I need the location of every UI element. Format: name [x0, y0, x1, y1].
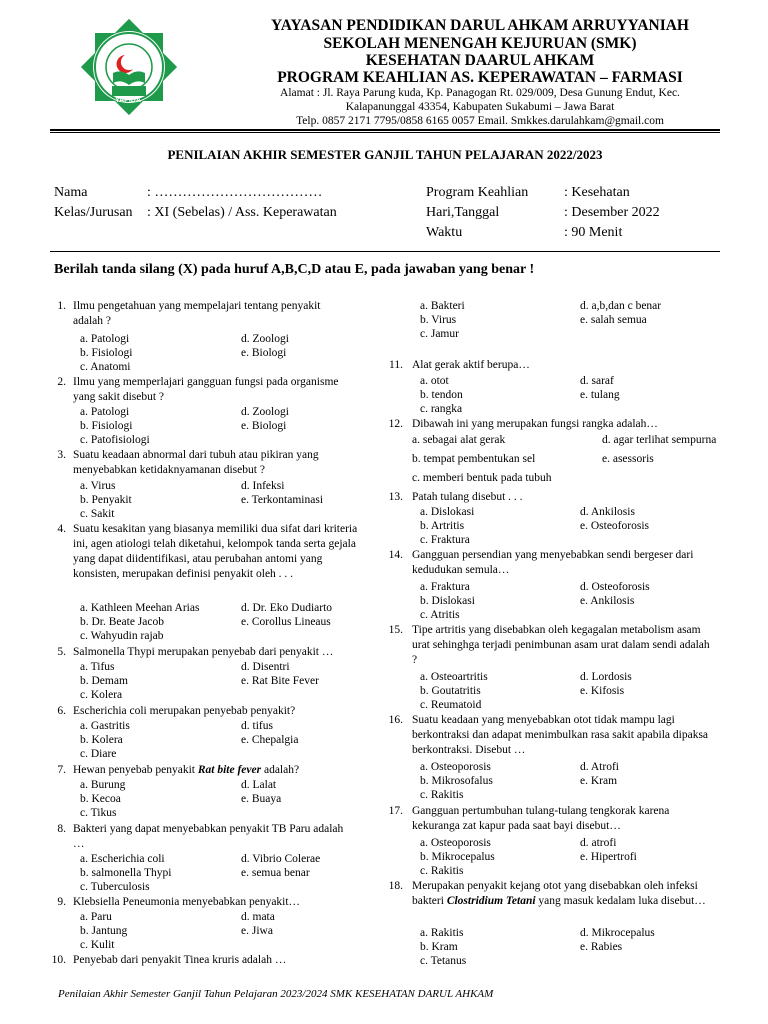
question-number: 16.: [388, 714, 403, 726]
option-d[interactable]: d. tifus: [241, 720, 273, 732]
option-a[interactable]: a. Escherichia coli: [80, 853, 165, 865]
question-number: 15.: [388, 624, 403, 636]
option-d[interactable]: d. Lalat: [241, 779, 277, 791]
option-e[interactable]: e. Corollus Lineaus: [241, 616, 331, 628]
option-d[interactable]: d. Disentri: [241, 661, 290, 673]
question-text-pre: Hewan penyebab penyakit: [73, 764, 198, 776]
question-text-emphasis: Rat bite fever: [197, 764, 262, 776]
option-a[interactable]: a. Patologi: [80, 406, 130, 418]
option-c[interactable]: c. rangka: [420, 403, 463, 415]
question-text: Suatu kesakitan yang biasanya memiliki dua sifat dari kriteria ini, agen atiologi telah diketahui, kelompok tanda serta gejala yang dapat diidentifikasi, atau perubahan antomi yang konsisten, merupakan definisi penyakit oleh . . .: [73, 523, 358, 580]
option-b[interactable]: b. Fisiologi: [80, 347, 133, 359]
option-b[interactable]: b. tempat pembentukan sel: [412, 453, 536, 465]
option-b[interactable]: b. Kecoa: [80, 793, 121, 805]
option-b[interactable]: b. Artritis: [420, 520, 465, 532]
option-c[interactable]: c. Sakit: [80, 508, 115, 520]
option-d[interactable]: d. Dr. Eko Dudiarto: [241, 602, 333, 614]
option-b[interactable]: b. Mikrocepalus: [420, 851, 495, 863]
question-number: 3.: [57, 449, 66, 461]
question-text: Alat gerak aktif berupa…: [412, 359, 530, 371]
option-d[interactable]: d. Zoologi: [241, 406, 289, 418]
option-a[interactable]: a. Burung: [80, 779, 126, 791]
question-number: 10.: [51, 954, 66, 966]
question-number: 7.: [57, 764, 66, 776]
option-d[interactable]: d. Ankilosis: [580, 506, 635, 518]
option-b[interactable]: b. tendon: [420, 389, 463, 401]
option-b[interactable]: b. Jantung: [80, 925, 128, 937]
option-e[interactable]: e. Terkontaminasi: [241, 494, 324, 506]
option-e[interactable]: e. Osteoforosis: [580, 520, 649, 532]
option-a[interactable]: a. sebagai alat gerak: [412, 434, 506, 446]
header-line-3: KESEHATAN DAARUL AHKAM: [365, 52, 595, 69]
option-e[interactable]: e. Kifosis: [580, 685, 625, 697]
option-e[interactable]: e. Hipertrofi: [580, 851, 637, 863]
question-text: Gangguan persendian yang menyebabkan sendi bergeser dari kedudukan semula…: [412, 549, 694, 576]
option-d[interactable]: d. Osteoforosis: [580, 581, 650, 593]
option-d[interactable]: d. Mikrocepalus: [580, 927, 655, 939]
hari-label: Hari,Tanggal: [426, 205, 500, 220]
question-text: Suatu keadaan abnormal dari tubuh atau pikiran yang menyebabkan ketidaknyamanan disebut ?: [73, 449, 319, 476]
option-c[interactable]: c. memberi bentuk pada tubuh: [412, 472, 552, 484]
option-c[interactable]: c. Rakitis: [420, 865, 464, 877]
option-e[interactable]: e. Jiwa: [241, 925, 273, 937]
option-e[interactable]: e. asessoris: [602, 453, 654, 465]
option-c[interactable]: c. Tuberculosis: [80, 881, 150, 893]
question-number: 4.: [57, 523, 66, 535]
question-number: 9.: [57, 896, 66, 908]
question-text: [73, 763, 373, 778]
option-e[interactable]: e. semua benar: [241, 867, 310, 879]
question-text: Patah tulang disebut . . .: [412, 491, 523, 503]
option-a[interactable]: a. Osteoporosis: [420, 837, 491, 849]
question-number: 8.: [57, 823, 66, 835]
option-a[interactable]: a. Gastritis: [80, 720, 130, 732]
header-line-4: PROGRAM KEAHLIAN AS. KEPERAWATAN – FARMASI: [277, 69, 683, 86]
option-a[interactable]: a. Patologi: [80, 333, 130, 345]
option-c[interactable]: c. Tetanus: [420, 955, 467, 967]
kelas-label: Kelas/Jurusan: [54, 205, 133, 220]
question-text: Escherichia coli merupakan penyebab penyakit?: [73, 705, 296, 717]
option-e[interactable]: e. tulang: [580, 389, 620, 401]
option-a[interactable]: a. Osteoporosis: [420, 761, 491, 773]
question-text: Ilmu yang memperlajari gangguan fungsi pada organisme yang sakit disebut ?: [73, 376, 339, 403]
option-e[interactable]: e. Rat Bite Fever: [241, 675, 319, 687]
option-a[interactable]: a. Fraktura: [420, 581, 470, 593]
exam-title: PENILAIAN AKHIR SEMESTER GANJIL TAHUN PELAJARAN 2022/2023: [167, 147, 603, 162]
program-label: Program Keahlian: [426, 185, 529, 200]
option-d[interactable]: d. mata: [241, 911, 275, 923]
question-text: Tipe artritis yang disebabkan oleh kegagalan metabolism asam urat sehinghga terjadi penimbunan asam urat dalam sendi adalah ?: [412, 624, 710, 666]
hari-value: : Desember 2022: [564, 205, 660, 220]
option-c[interactable]: c. Kolera: [80, 689, 123, 701]
option-b[interactable]: b. Fisiologi: [80, 420, 133, 432]
option-a[interactable]: a. Kathleen Meehan Arias: [80, 602, 200, 614]
option-b[interactable]: b. Virus: [420, 314, 457, 326]
option-c[interactable]: c. Wahyudin rajab: [80, 630, 164, 642]
question-number: 12.: [388, 418, 403, 430]
waktu-value: : 90 Menit: [564, 225, 623, 240]
option-c[interactable]: c. Reumatoid: [420, 699, 482, 711]
option-d[interactable]: d. Lordosis: [580, 671, 632, 683]
question-number: 1.: [57, 300, 66, 312]
option-d[interactable]: d. a,b,dan c benar: [580, 300, 662, 312]
question-text: Klebsiella Peneumonia menyebabkan penyakit…: [73, 896, 301, 908]
option-e[interactable]: e. Rabies: [580, 941, 623, 953]
program-value: : Kesehatan: [564, 185, 630, 200]
option-e[interactable]: e. Kram: [580, 775, 618, 787]
option-c[interactable]: c. Fraktura: [420, 534, 470, 546]
option-a[interactable]: a. Tifus: [80, 661, 115, 673]
question-number: 5.: [57, 646, 66, 658]
option-a[interactable]: a. Osteoartritis: [420, 671, 488, 683]
question-number: 14.: [388, 549, 403, 561]
option-d[interactable]: d. agar terlihat sempurna: [602, 434, 717, 446]
question-number: 2.: [57, 376, 66, 388]
option-c[interactable]: c. Anatomi: [80, 361, 131, 373]
header-line-1: YAYASAN PENDIDIKAN DARUL AHKAM ARRUYYANIAH: [271, 17, 689, 34]
question-text-emphasis: Clostridium Tetani: [446, 895, 536, 907]
question-number: 17.: [388, 805, 403, 817]
option-b[interactable]: b. Goutatritis: [420, 685, 481, 697]
option-c[interactable]: c. Kulit: [80, 939, 115, 951]
kelas-value: : XI (Sebelas) / Ass. Keperawatan: [147, 205, 337, 220]
option-a[interactable]: a. Dislokasi: [420, 506, 475, 518]
option-e[interactable]: e. Ankilosis: [580, 595, 635, 607]
option-c[interactable]: c. Tikus: [80, 807, 117, 819]
question-number: 13.: [388, 491, 403, 503]
question-text-pre: Merupakan penyakit kejang otot yang disebabkan oleh infeksi bakteri: [412, 880, 698, 907]
nama-label: Nama: [54, 185, 88, 200]
question-text: Gangguan pertumbuhan tulang-tulang tengkorak karena kekuranga zat kapur pada saat bayi disebut…: [412, 805, 670, 832]
address-line-2: Kalapanunggal 43354, Kabupaten Sukabumi – Jawa Barat: [345, 101, 615, 113]
option-b[interactable]: b. Dr. Beate Jacob: [80, 616, 164, 628]
question-text-post: adalah?: [261, 764, 300, 776]
question-text: Dibawah ini yang merupakan fungsi rangka adalah…: [412, 418, 658, 430]
option-b[interactable]: b. salmonella Thypi: [80, 867, 172, 879]
question-number: 11.: [389, 359, 403, 371]
option-a[interactable]: a. Rakitis: [420, 927, 464, 939]
nama-value: : ………………………………: [147, 185, 323, 200]
question-text: Suatu keadaan yang menyebabkan otot tidak mampu lagi berkontraksi dan adapat menimbulkan rasa sakit apabila dipaksa berkontraksi. Disebut …: [412, 714, 709, 756]
option-d[interactable]: d. Zoologi: [241, 333, 289, 345]
option-e[interactable]: e. Chepalgia: [241, 734, 299, 746]
option-d[interactable]: d. atrofi: [580, 837, 617, 849]
option-c[interactable]: c. Patofisiologi: [80, 434, 150, 446]
option-c[interactable]: c. Diare: [80, 748, 117, 760]
address-line-3: Telp. 0857 2171 7795/0858 6165 0057 Email. Smkkes.darulahkam@gmail.com: [296, 115, 664, 127]
option-b[interactable]: b. Penyakit: [80, 494, 132, 506]
option-a[interactable]: a. Paru: [80, 911, 112, 923]
option-d[interactable]: d. Vibrio Colerae: [241, 853, 321, 865]
option-c[interactable]: c. Atritis: [420, 609, 460, 621]
header-rule-thin: [50, 132, 720, 133]
address-line-1: Alamat : Jl. Raya Parung kuda, Kp. Panagogan Rt. 029/009, Desa Gunung Endut, Kec.: [280, 87, 680, 99]
option-a[interactable]: a. Bakteri: [420, 300, 465, 312]
question-number: 18.: [388, 880, 403, 892]
question-number: 6.: [57, 705, 66, 717]
logo-bottom-text: YAPIDA: [115, 97, 141, 104]
option-b[interactable]: b. Kram: [420, 941, 458, 953]
option-e[interactable]: e. Biologi: [241, 420, 287, 432]
info-rule: [50, 251, 720, 252]
option-c[interactable]: c. Jamur: [420, 328, 459, 340]
instruction: Berilah tanda silang (X) pada huruf A,B,C,D atau E, pada jawaban yang benar !: [54, 262, 535, 277]
question-text: Ilmu pengetahuan yang mempelajari tentang penyakit adalah ?: [73, 300, 321, 327]
option-b[interactable]: b. Mikrosofalus: [420, 775, 493, 787]
question-text: [412, 879, 712, 909]
option-d[interactable]: d. Infeksi: [241, 480, 285, 492]
header-rule: [50, 129, 720, 131]
option-b[interactable]: b. Kolera: [80, 734, 123, 746]
option-c[interactable]: c. Rakitis: [420, 789, 464, 801]
waktu-label: Waktu: [426, 225, 463, 240]
question-text: Penyebab dari penyakit Tinea kruris adalah …: [73, 954, 287, 966]
question-text-post: yang masuk kedalam luka disebut…: [535, 895, 706, 907]
option-a[interactable]: a. otot: [420, 375, 449, 387]
option-b[interactable]: b. Dislokasi: [420, 595, 475, 607]
option-a[interactable]: a. Virus: [80, 480, 116, 492]
option-b[interactable]: b. Demam: [80, 675, 128, 687]
option-e[interactable]: e. Biologi: [241, 347, 287, 359]
option-d[interactable]: d. saraf: [580, 375, 614, 387]
question-text: Salmonella Thypi merupakan penyebab dari penyakit …: [73, 646, 334, 658]
question-text: Bakteri yang dapat menyebabkan penyakit TB Paru adalah …: [73, 823, 344, 850]
option-d[interactable]: d. Atrofi: [580, 761, 619, 773]
header-line-2: SEKOLAH MENENGAH KEJURUAN (SMK): [323, 35, 637, 52]
option-e[interactable]: e. salah semua: [580, 314, 647, 326]
option-e[interactable]: e. Buaya: [241, 793, 282, 805]
page-footer: Penilaian Akhir Semester Ganjil Tahun Pelajaran 2023/2024 SMK KESEHATAN DARUL AHKAM: [58, 988, 494, 1000]
